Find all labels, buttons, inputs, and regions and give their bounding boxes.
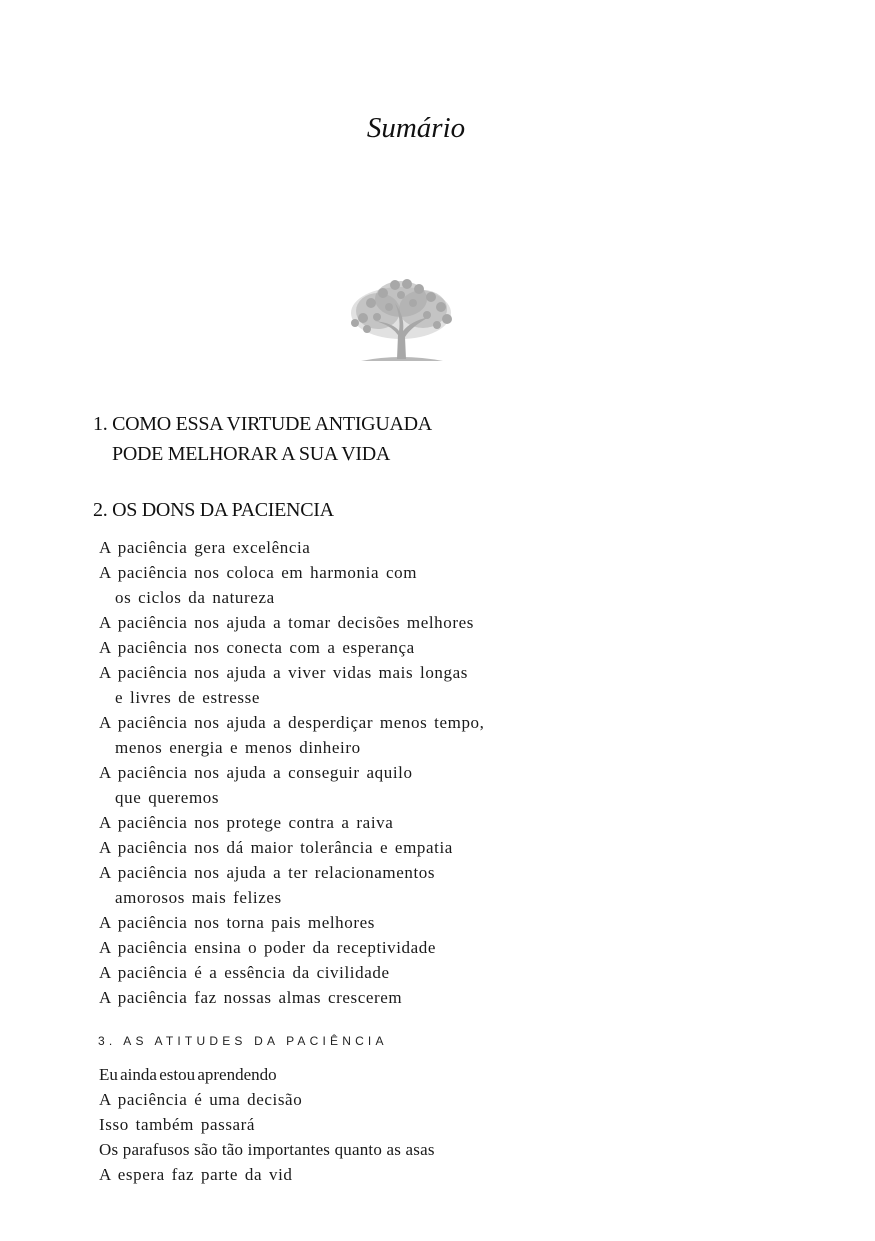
toc-entry-text: A paciência é a essência da civilidade xyxy=(99,963,390,982)
toc-entry-continuation: que queremos xyxy=(115,788,220,807)
chapter-number: 2. xyxy=(93,499,108,521)
toc-entry-text: A paciência nos ajuda a ter relacionamentos xyxy=(99,863,436,882)
toc-entry[interactable] xyxy=(99,710,485,760)
toc-entry[interactable] xyxy=(99,935,485,960)
toc-entry[interactable] xyxy=(99,1137,435,1162)
toc-entry[interactable] xyxy=(99,535,485,560)
toc-entry-text: A paciência ensina o poder da receptividade xyxy=(99,938,437,957)
toc-entry-text: A paciência nos ajuda a conseguir aquilo xyxy=(99,763,413,782)
toc-entry-continuation: menos energia e menos dinheiro xyxy=(115,738,361,757)
toc-entry-text: A paciência nos protege contra a raiva xyxy=(99,813,394,832)
toc-entry-text: A paciência nos coloca em harmonia com xyxy=(99,563,418,582)
toc-entry-text: Isso também passará xyxy=(99,1115,256,1134)
toc-entry-continuation: e livres de estresse xyxy=(115,688,260,707)
chapter-title-continuation: PODE MELHORAR A SUA VIDA xyxy=(112,443,391,465)
toc-entry-text: A paciência faz nossas almas crescerem xyxy=(99,988,403,1007)
toc-entry[interactable] xyxy=(99,760,485,810)
toc-entry-text: A paciência nos ajuda a tomar decisões melhores xyxy=(99,613,474,632)
chapter-title: COMO ESSA VIRTUDE ANTIGUADA xyxy=(112,413,432,435)
toc-entry[interactable] xyxy=(99,910,485,935)
toc-entry[interactable] xyxy=(99,610,485,635)
page-title: Sumário xyxy=(366,112,466,144)
chapter-3-heading: 3. AS ATITUDES DA PACIÊNCIA xyxy=(98,1034,388,1048)
toc-entry[interactable] xyxy=(99,1112,435,1137)
toc-entry[interactable] xyxy=(99,635,485,660)
toc-entry-text: A espera faz parte da vid xyxy=(99,1165,293,1184)
toc-entry-text: Os parafusos são tão importantes quanto as asas xyxy=(99,1140,435,1159)
toc-entry-text: Eu ainda estou aprendendo xyxy=(99,1065,277,1084)
toc-entry[interactable] xyxy=(99,810,485,835)
chapter-number: 1. xyxy=(93,413,108,435)
toc-entry[interactable] xyxy=(99,1162,435,1187)
chapter-2-entries xyxy=(99,535,485,1010)
toc-entry-text: A paciência nos dá maior tolerância e empatia xyxy=(99,838,453,857)
toc-entry-text: A paciência gera excelência xyxy=(99,538,311,557)
chapter-1-heading xyxy=(93,409,432,469)
toc-entry-continuation: amorosos mais felizes xyxy=(115,888,282,907)
toc-entry[interactable] xyxy=(99,660,485,710)
toc-entry[interactable] xyxy=(99,985,485,1010)
toc-entry[interactable] xyxy=(99,835,485,860)
toc-entry-text: A paciência nos ajuda a viver vidas mais longas xyxy=(99,663,468,682)
chapter-title: OS DONS DA PACIENCIA xyxy=(112,499,334,521)
toc-entry[interactable] xyxy=(99,860,485,910)
toc-entry-text: A paciência nos ajuda a desperdiçar menos tempo, xyxy=(99,713,485,732)
toc-entry-text: A paciência nos torna pais melhores xyxy=(99,913,376,932)
toc-entry[interactable] xyxy=(99,960,485,985)
toc-entry-continuation: os ciclos da natureza xyxy=(115,588,275,607)
toc-entry[interactable] xyxy=(99,1087,435,1112)
chapter-2-heading xyxy=(93,495,334,525)
toc-entry-text: A paciência nos conecta com a esperança xyxy=(99,638,415,657)
toc-entry[interactable] xyxy=(99,1062,435,1087)
chapter-3-entries xyxy=(99,1062,435,1187)
toc-entry[interactable] xyxy=(99,560,485,610)
toc-entry-text: A paciência é uma decisão xyxy=(99,1090,303,1109)
tree-ornament-icon xyxy=(343,273,459,363)
